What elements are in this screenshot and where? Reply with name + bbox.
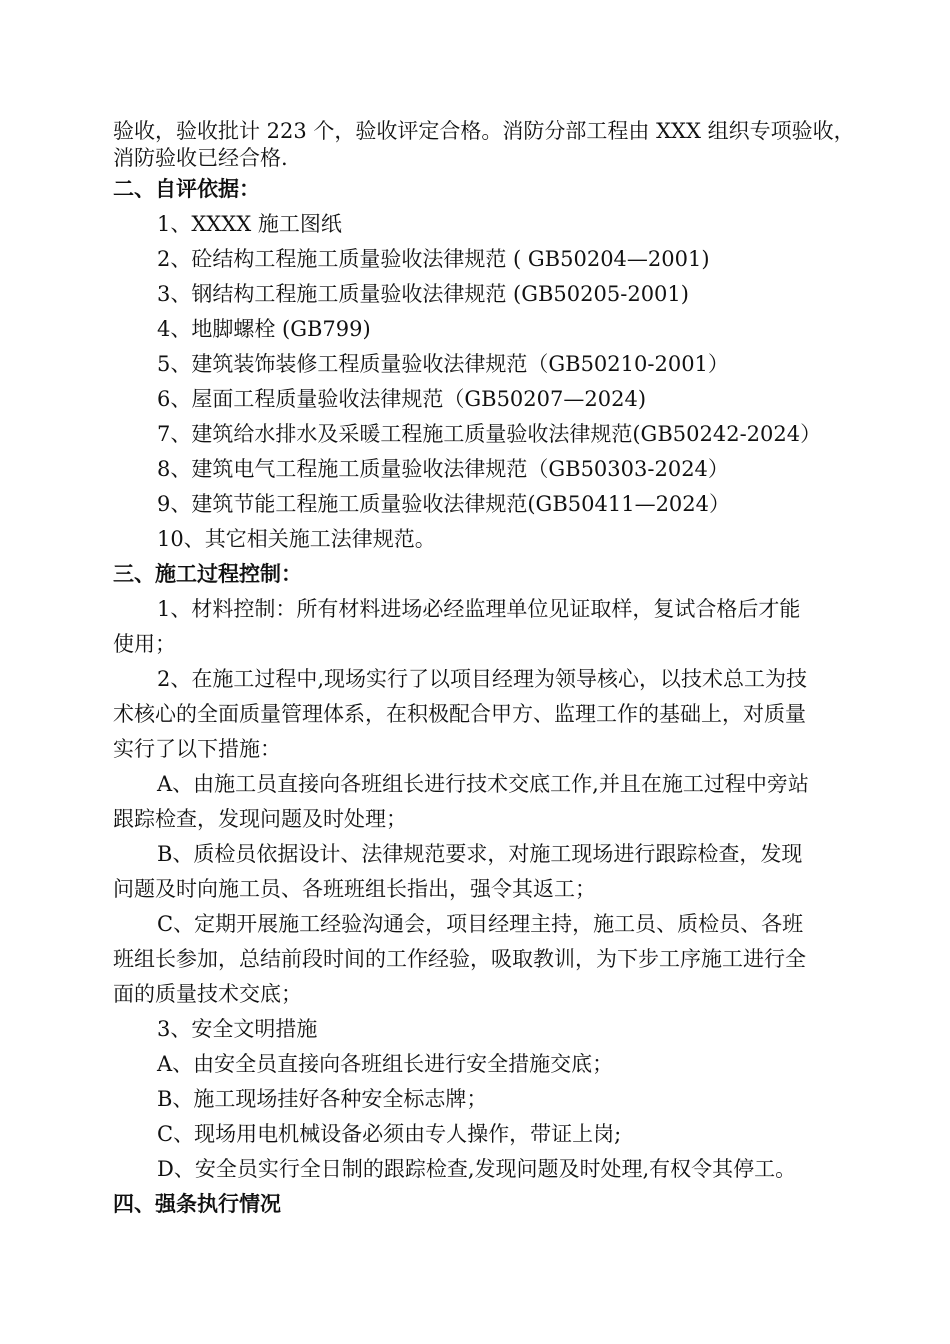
list-item: 6、屋面工程质量验收法律规范（GB50207—2024) xyxy=(157,387,647,411)
text-line: A、由施工员直接向各班组长进行技术交底工作,并且在施工过程中旁站 xyxy=(157,772,809,796)
text-line: 跟踪检查，发现问题及时处理； xyxy=(113,807,407,831)
paragraph-measure-c xyxy=(113,907,863,1012)
text-line: 消防验收已经合格. xyxy=(113,146,288,170)
text-line: C、定期开展施工经验沟通会，项目经理主持，施工员、质检员、各班 xyxy=(157,912,804,936)
text-line: 术核心的全面质量管理体系，在积极配合甲方、监理工作的基础上，对质量 xyxy=(113,702,806,726)
paragraph-quality-system xyxy=(113,662,863,767)
paragraph-measure-a xyxy=(113,767,863,837)
section-heading-basis: 二、自评依据： xyxy=(113,177,260,201)
list-item: 3、钢结构工程施工质量验收法律规范 (GB50205-2001) xyxy=(157,282,689,306)
list-item: 5、建筑装饰装修工程质量验收法律规范（GB50210-2001） xyxy=(157,352,729,376)
section-heading-process-control: 三、施工过程控制： xyxy=(113,562,302,586)
basis-list xyxy=(113,207,863,557)
list-item: 9、建筑节能工程施工质量验收法律规范(GB50411—2024） xyxy=(157,492,731,516)
paragraph-material-control xyxy=(113,592,863,662)
text-line: 问题及时向施工员、各班班组长指出，强令其返工； xyxy=(113,877,596,901)
text-line: B、质检员依据设计、法律规范要求，对施工现场进行跟踪检查，发现 xyxy=(157,842,803,866)
list-item: C、现场用电机械设备必须由专人操作，带证上岗; xyxy=(157,1122,622,1146)
safety-measures xyxy=(113,1012,863,1187)
list-item: 4、地脚螺栓 (GB799) xyxy=(157,317,371,341)
list-item: 8、建筑电气工程施工质量验收法律规范（GB50303-2024） xyxy=(157,457,729,481)
list-item: A、由安全员直接向各班组长进行安全措施交底； xyxy=(157,1052,614,1076)
section-heading-mandatory-standards: 四、强条执行情况 xyxy=(113,1192,281,1216)
text-line: 面的质量技术交底； xyxy=(113,982,302,1006)
list-item: D、安全员实行全日制的跟踪检查,发现问题及时处理,有权令其停工。 xyxy=(157,1157,797,1181)
intro-paragraph xyxy=(113,118,863,172)
list-item: B、施工现场挂好各种安全标志牌； xyxy=(157,1087,488,1111)
list-item: 7、建筑给水排水及采暖工程施工质量验收法律规范(GB50242-2024） xyxy=(157,422,822,446)
text-line: 班组长参加，总结前段时间的工作经验，吸取教训，为下步工序施工进行全 xyxy=(113,947,806,971)
text-line: 验收，验收批计 223 个，验收评定合格。消防分部工程由 XXX 组织专项验收， xyxy=(113,119,855,143)
text-line: 1、材料控制：所有材料进场必经监理单位见证取样，复试合格后才能 xyxy=(157,597,801,621)
list-item: 2、砼结构工程施工质量验收法律规范 ( GB50204—2001) xyxy=(157,247,710,271)
list-item: 10、其它相关施工法律规范。 xyxy=(157,527,436,551)
text-line: 2、在施工过程中,现场实行了以项目经理为领导核心，以技术总工为技 xyxy=(157,667,808,691)
document-body xyxy=(113,118,863,1222)
text-line: 实行了以下措施： xyxy=(113,737,281,761)
text-line: 使用； xyxy=(113,632,176,656)
list-item: 1、XXXX 施工图纸 xyxy=(157,212,342,236)
paragraph-measure-b xyxy=(113,837,863,907)
safety-title: 3、安全文明措施 xyxy=(157,1017,318,1041)
